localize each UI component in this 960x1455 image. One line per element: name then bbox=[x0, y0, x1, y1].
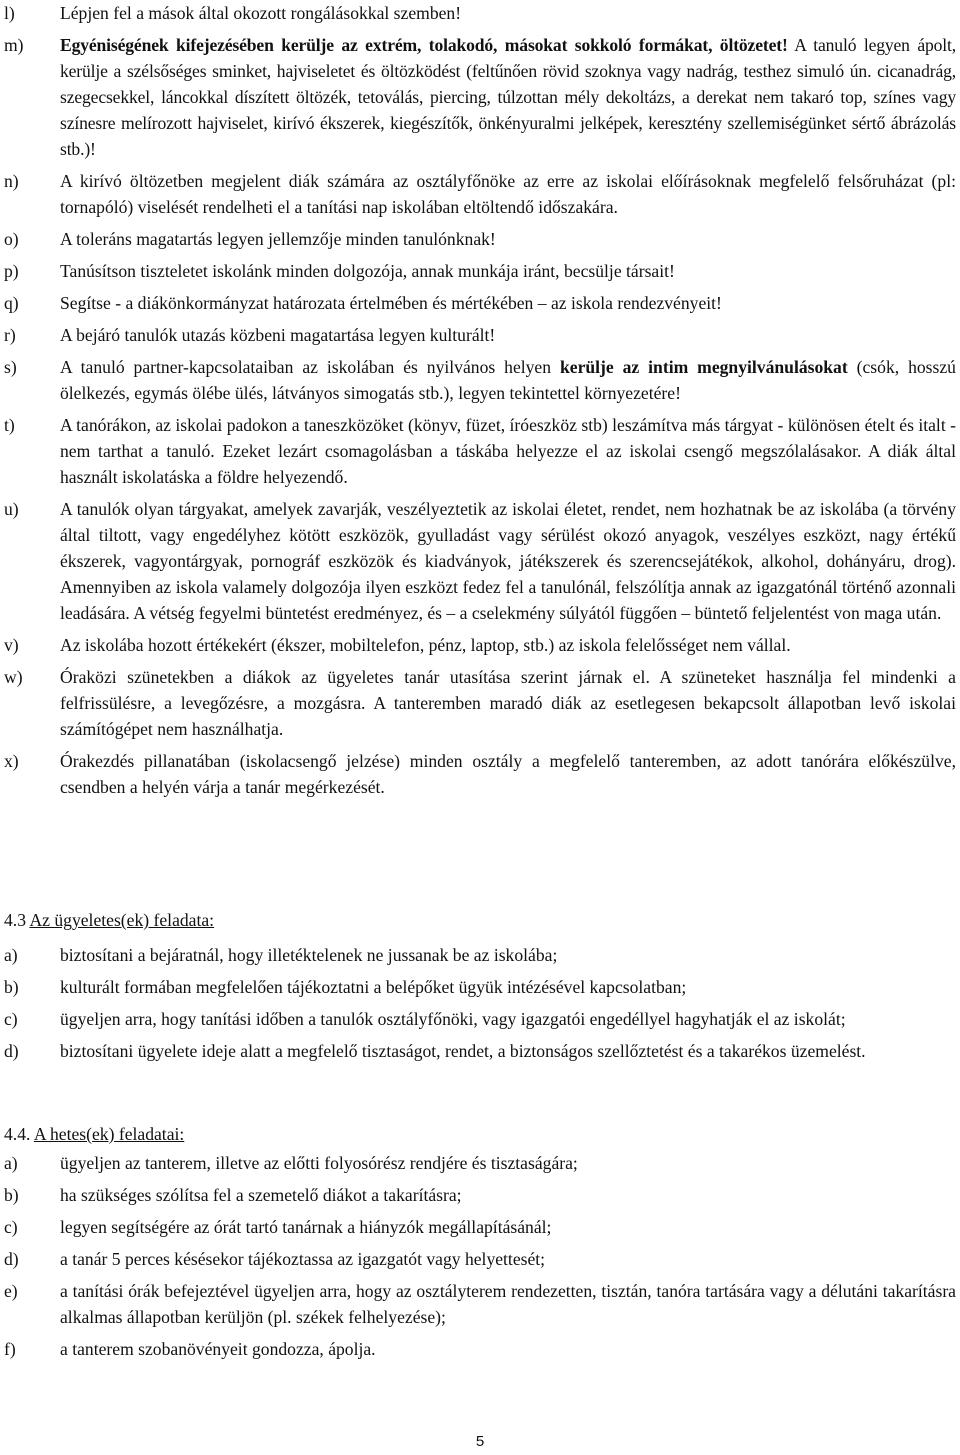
item-label: e) bbox=[4, 1281, 18, 1301]
section-4-4-heading bbox=[4, 1124, 184, 1145]
item-text: A tanórákon, az iskolai padokon a taneszközöket (könyv, füzet, íróeszköz stb) leszámítva más tárgyat - különösen ételt és italt - nem tarthat a tanuló. Ezeket lezárt csomagolásban a táskába helyezze el az iskolai csengő megszólalásakor. A diák által használt iskolatáska a földre helyezendő. bbox=[60, 415, 956, 487]
rule-item-u bbox=[4, 496, 956, 626]
rule-item-r bbox=[4, 322, 956, 348]
item-label: p) bbox=[4, 261, 19, 281]
item-label: q) bbox=[4, 293, 19, 313]
item-label: b) bbox=[4, 1185, 19, 1205]
item-text: A toleráns magatartás legyen jellemzője minden tanulónknak! bbox=[60, 229, 496, 249]
item-label: t) bbox=[4, 415, 15, 435]
item-text: kulturált formában megfelelően tájékoztatni a belépőket ügyük intézésével kapcsolatban; bbox=[60, 977, 687, 997]
rule-item-o bbox=[4, 226, 956, 252]
section-title: A hetes(ek) feladatai: bbox=[33, 1124, 185, 1144]
item-text: Tanúsítson tiszteletet iskolánk minden dolgozója, annak munkája iránt, becsülje társait! bbox=[60, 261, 675, 281]
section-number: 4.3 bbox=[4, 910, 26, 930]
item-text: legyen segítségére az órát tartó tanárnak a hiányzók megállapításánál; bbox=[60, 1217, 552, 1237]
item-label: f) bbox=[4, 1339, 16, 1359]
section-4-3-list bbox=[4, 942, 956, 1070]
monitor-item-c bbox=[4, 1214, 956, 1240]
rule-item-n bbox=[4, 168, 956, 220]
item-label: s) bbox=[4, 357, 17, 377]
item-post-text: (csók, hosszú ölelkezés, egymás ölébe ülés, látványos simogatás stb.), legyen tekintettel környezetére! bbox=[60, 357, 956, 403]
item-text bbox=[60, 354, 956, 406]
item-text: A kirívó öltözetben megjelent diák számára az osztályfőnöke az erre az iskolai előírásoknak megfelelő felsőruházat (pl: tornapóló) viselését rendelheti el a tanítási nap iskolában eltöltendő időszakára. bbox=[60, 171, 956, 217]
item-label: o) bbox=[4, 229, 19, 249]
item-body-text: A tanuló legyen ápolt, kerülje a szélsőséges sminket, hajviseletet és öltözködést (feltűnően rövid szoknya vagy nadrág, testhez simuló ún. cicanadrág, szegecsekkel, láncokkal díszített öltözék, tetoválás, piercing, túlzottan mély dekoltázs, a derekat nem takaró top, színes vagy színesre melírozott hajviselet, kirívó ékszerek, kiegészítők, önkényuralmi jelképek, keresztény szellemiségünket sértő ábrázolás stb.)! bbox=[60, 35, 956, 159]
rule-item-t bbox=[4, 412, 956, 490]
item-text: Segítse - a diákönkormányzat határozata értelmében és mértékében – az iskola rendezvényeit! bbox=[60, 293, 722, 313]
item-bold-text: kerülje az intim megnyilvánulásokat bbox=[559, 357, 848, 377]
item-label: r) bbox=[4, 325, 16, 345]
item-text: A tanulók olyan tárgyakat, amelyek zavarják, veszélyeztetik az iskolai életet, rendet, nem hozhatnak be az iskolába (a törvény által tiltott, vagy engedélyhez kötött eszközök, gyulladást vagy sérülést okozó anyagok, veszélyes eszközt, nagy értékű ékszerek, vagyontárgyak, pornográf eszközök és kiadványok, játékszerek és szerencsejátékok, alkohol, dohányáru, drog). Amennyiben az iskola valamely dolgozója ilyen eszközt fedez fel a tanulónál, felszólítja annak az igazgatónál történő azonnali leadására. A vétség fegyelmi büntetést eredményez, és – a cselekmény súlyától függően – büntető feljelentést von maga után. bbox=[60, 499, 956, 623]
item-text: Óraközi szünetekben a diákok az ügyeletes tanár utasítása szerint járnak el. A szüneteket használja fel mindenki a felfrissülésre, a levegőzésre, a mozgásra. A tanteremben maradó diák az esetlegesen bekapcsolt állapotban levő iskolai számítógépet nem használhatja. bbox=[60, 667, 956, 739]
rule-item-w bbox=[4, 664, 956, 742]
item-text: biztosítani a bejáratnál, hogy illetéktelenek ne jussanak be az iskolába; bbox=[60, 945, 558, 965]
rule-item-s bbox=[4, 354, 956, 406]
item-label: w) bbox=[4, 667, 23, 687]
page-number: 5 bbox=[475, 1433, 485, 1450]
section-number: 4.4. bbox=[4, 1124, 31, 1144]
duty-item-d bbox=[4, 1038, 956, 1064]
item-text: Lépjen fel a mások által okozott rongálásokkal szemben! bbox=[60, 3, 462, 23]
item-bold-text: Egyéniségének kifejezésében kerülje az extrém, tolakodó, másokat sokkoló formákat, öltözetet! bbox=[60, 35, 788, 55]
item-pre-text: A tanuló partner-kapcsolataiban az iskolában és nyilvános helyen bbox=[60, 357, 552, 377]
item-text: Az iskolába hozott értékekért (ékszer, mobiltelefon, pénz, laptop, stb.) az iskola felelősséget nem vállal. bbox=[60, 635, 791, 655]
item-text: A bejáró tanulók utazás közbeni magatartása legyen kulturált! bbox=[60, 325, 496, 345]
duty-item-b bbox=[4, 974, 956, 1000]
section-title: Az ügyeletes(ek) feladata: bbox=[29, 910, 215, 930]
rules-list bbox=[4, 0, 956, 806]
item-text bbox=[60, 32, 956, 162]
monitor-item-b bbox=[4, 1182, 956, 1208]
item-label: b) bbox=[4, 977, 19, 997]
item-label: d) bbox=[4, 1249, 19, 1269]
monitor-item-f bbox=[4, 1336, 956, 1362]
item-label: d) bbox=[4, 1041, 19, 1061]
item-text: a tanterem szobanövényeit gondozza, ápolja. bbox=[60, 1339, 376, 1359]
item-text: ügyeljen az tanterem, illetve az előtti folyosórész rendjére és tisztaságára; bbox=[60, 1153, 578, 1173]
rule-item-x bbox=[4, 748, 956, 800]
item-text: biztosítani ügyelete ideje alatt a megfelelő tisztaságot, rendet, a biztonságos szellőztetést és a takarékos üzemelést. bbox=[60, 1041, 866, 1061]
rule-item-q bbox=[4, 290, 956, 316]
monitor-item-d bbox=[4, 1246, 956, 1272]
item-label: m) bbox=[4, 35, 24, 55]
item-label: c) bbox=[4, 1009, 18, 1029]
duty-item-a bbox=[4, 942, 956, 968]
item-label: u) bbox=[4, 499, 19, 519]
item-label: a) bbox=[4, 1153, 18, 1173]
section-4-3-heading bbox=[4, 910, 214, 931]
item-label: l) bbox=[4, 3, 15, 23]
item-text: a tanár 5 perces késésekor tájékoztassa az igazgatót vagy helyettesét; bbox=[60, 1249, 546, 1269]
monitor-item-e bbox=[4, 1278, 956, 1330]
duty-item-c bbox=[4, 1006, 956, 1032]
item-label: a) bbox=[4, 945, 18, 965]
rule-item-p bbox=[4, 258, 956, 284]
item-label: n) bbox=[4, 171, 19, 191]
item-label: v) bbox=[4, 635, 19, 655]
rule-item-l bbox=[4, 0, 956, 26]
section-4-4-list bbox=[4, 1150, 956, 1368]
monitor-item-a bbox=[4, 1150, 956, 1176]
rule-item-m bbox=[4, 32, 956, 162]
item-text: ha szükséges szólítsa fel a szemetelő diákot a takarításra; bbox=[60, 1185, 462, 1205]
item-text: Órakezdés pillanatában (iskolacsengő jelzése) minden osztály a megfelelő tanteremben, az adott tanórára előkészülve, csendben a helyén várja a tanár megérkezését. bbox=[60, 751, 956, 797]
item-label: x) bbox=[4, 751, 19, 771]
item-text: a tanítási órák befejeztével ügyeljen arra, hogy az osztályterem rendezetten, tisztán, tanóra tartására vagy a délutáni takarításra alkalmas állapotban kerüljön (pl. székek felhelyezése); bbox=[60, 1281, 956, 1327]
item-text: ügyeljen arra, hogy tanítási időben a tanulók osztályfőnöki, vagy igazgatói engedéllyel hagyhatják el az iskolát; bbox=[60, 1009, 846, 1029]
item-label: c) bbox=[4, 1217, 18, 1237]
rule-item-v bbox=[4, 632, 956, 658]
